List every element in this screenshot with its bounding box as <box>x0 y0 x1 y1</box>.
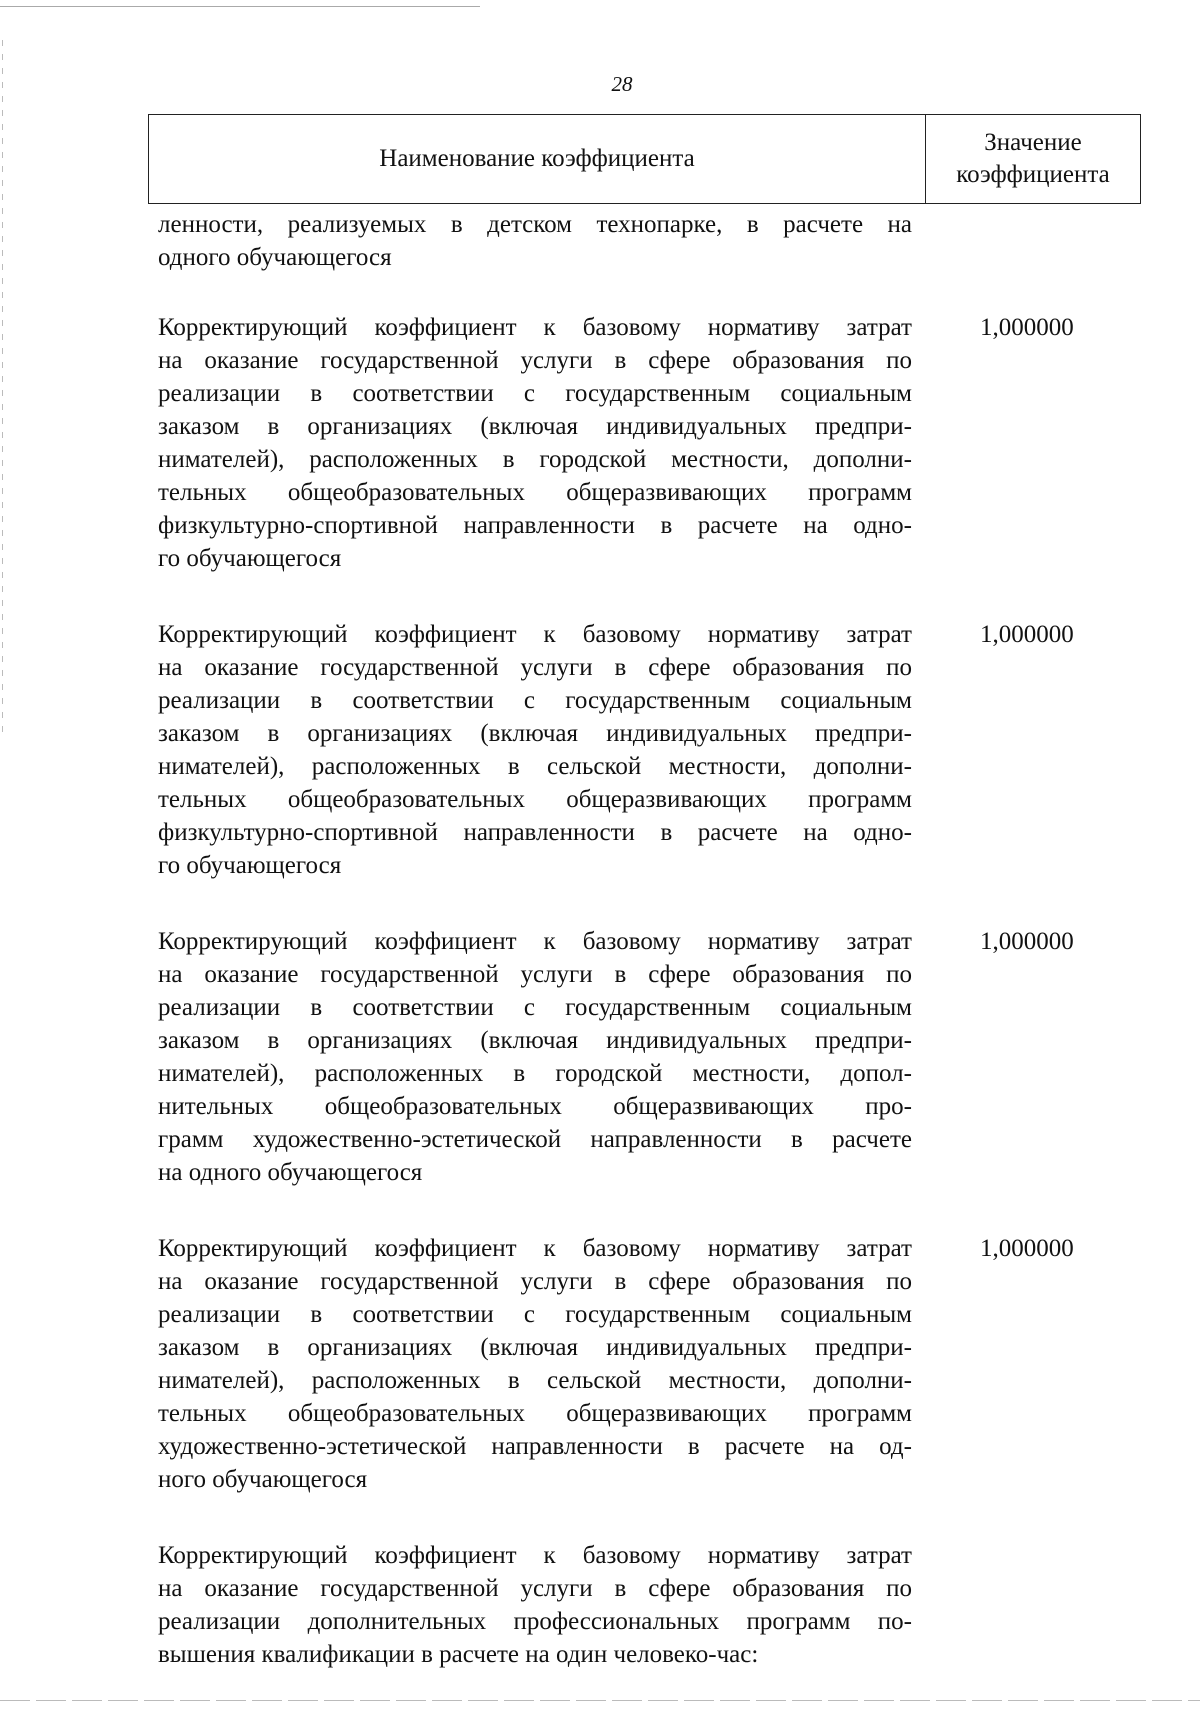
word: общеразвивающих <box>566 1400 767 1427</box>
word: в <box>507 1367 520 1394</box>
word: художественно-эстетической <box>252 1126 562 1153</box>
word: в <box>267 413 280 440</box>
coefficient-value: 1,000000 <box>980 928 1074 955</box>
word: заказом <box>158 413 240 440</box>
word: одно- <box>853 819 912 846</box>
word: оказание <box>204 1268 299 1295</box>
word: технопарке, <box>596 211 723 238</box>
word: соответствии <box>352 994 494 1021</box>
coefficient-entry <box>158 925 1158 1189</box>
text-line <box>158 958 912 991</box>
word: реализуемых <box>287 211 427 238</box>
word: в <box>450 211 463 238</box>
word: базовому <box>582 1542 681 1569</box>
word: услуги <box>520 961 593 988</box>
word: нимателей), <box>158 1060 285 1087</box>
word: услуги <box>520 1575 593 1602</box>
word: образования <box>732 961 865 988</box>
word: реализации <box>158 687 281 714</box>
text-line <box>158 1397 912 1430</box>
word: государственной <box>320 347 499 374</box>
word: предпри- <box>815 1027 912 1054</box>
word: расчете <box>724 1433 805 1460</box>
word: городской <box>555 1060 663 1087</box>
text-line <box>158 1123 912 1156</box>
word: государственной <box>320 1268 499 1295</box>
word: заказом <box>158 1334 240 1361</box>
word: базовому <box>582 1235 681 1262</box>
word: дополни- <box>813 1367 912 1394</box>
word: реализации <box>158 380 281 407</box>
word: по <box>886 1268 912 1295</box>
word: с <box>523 380 536 407</box>
word: физкультурно-спортивной <box>158 512 438 539</box>
word: нормативу <box>707 1235 820 1262</box>
word: направленности <box>590 1126 762 1153</box>
word: услуги <box>520 1268 593 1295</box>
word: с <box>523 994 536 1021</box>
word: на <box>158 654 183 681</box>
word: услуги <box>520 347 593 374</box>
coefficient-value: 1,000000 <box>980 621 1074 648</box>
text-line <box>158 344 912 377</box>
word: общеразвивающих <box>566 479 767 506</box>
word: городской <box>539 446 647 473</box>
word: организациях <box>307 720 453 747</box>
word: государственной <box>320 654 499 681</box>
text-line <box>158 1331 912 1364</box>
text-line <box>158 684 912 717</box>
table-header <box>148 114 1141 204</box>
word: социальным <box>780 687 912 714</box>
word: (включая <box>480 413 579 440</box>
word: социальным <box>780 1301 912 1328</box>
word: общеразвивающих <box>566 786 767 813</box>
word: общеобразовательных <box>287 479 525 506</box>
word: нительных <box>158 1093 274 1120</box>
word: программ <box>808 1400 912 1427</box>
word: в <box>687 1433 700 1460</box>
text-line <box>158 618 912 651</box>
word: государственным <box>565 994 751 1021</box>
text-line <box>158 509 912 542</box>
word: к <box>543 928 556 955</box>
word: нормативу <box>707 928 820 955</box>
word: в <box>614 654 627 681</box>
column-header-name: Наименование коэффициента <box>149 115 926 203</box>
scan-artifact-left <box>2 40 3 740</box>
word: по- <box>877 1608 912 1635</box>
word: грамм <box>158 1126 224 1153</box>
word: по <box>886 347 912 374</box>
word: расположенных <box>311 1367 481 1394</box>
word: расчете <box>697 512 778 539</box>
word: затрат <box>846 314 912 341</box>
word: коэффициент <box>374 928 517 955</box>
text-line <box>158 1057 912 1090</box>
word: оказание <box>204 347 299 374</box>
text-line <box>158 410 912 443</box>
word: на <box>829 1433 855 1460</box>
word: дополнительных <box>307 1608 487 1635</box>
word: индивидуальных <box>606 1027 787 1054</box>
word: базовому <box>582 621 681 648</box>
word: одно- <box>853 512 912 539</box>
text-line: го обучающегося <box>158 852 342 879</box>
word: базовому <box>582 314 681 341</box>
word: предпри- <box>815 1334 912 1361</box>
word: по <box>886 1575 912 1602</box>
word: в <box>310 380 323 407</box>
word: государственным <box>565 687 751 714</box>
word: тельных <box>158 1400 247 1427</box>
word: реализации <box>158 1608 281 1635</box>
word: государственным <box>565 1301 751 1328</box>
word: местности, <box>668 753 787 780</box>
word: государственным <box>565 380 751 407</box>
word: нимателей), <box>158 446 285 473</box>
text-line <box>158 1232 912 1265</box>
word: реализации <box>158 994 281 1021</box>
word: организациях <box>307 1027 453 1054</box>
coefficient-value: 1,000000 <box>980 314 1074 341</box>
word: в <box>310 687 323 714</box>
word: сельской <box>547 753 642 780</box>
page-number: 28 <box>611 72 633 96</box>
word: коэффициент <box>374 1542 517 1569</box>
word: образования <box>732 654 865 681</box>
word: в <box>614 347 627 374</box>
text-line <box>158 816 912 849</box>
text-line <box>158 1539 912 1572</box>
word: тельных <box>158 479 247 506</box>
word: дополни- <box>813 753 912 780</box>
word: на <box>803 512 828 539</box>
word: соответствии <box>352 380 494 407</box>
word: нимателей), <box>158 753 285 780</box>
word: в <box>614 1575 627 1602</box>
coefficient-entry <box>158 1232 1158 1496</box>
text-line <box>158 208 912 241</box>
word: про- <box>865 1093 912 1120</box>
coefficient-entry <box>158 311 1158 575</box>
word: в <box>267 720 280 747</box>
word: Корректирующий <box>158 1542 348 1569</box>
text-line: вышения квалификации в расчете на один человеко-час: <box>158 1641 759 1668</box>
word: государственной <box>320 1575 499 1602</box>
word: оказание <box>204 961 299 988</box>
coefficient-entry <box>158 618 1158 882</box>
word: социальным <box>780 994 912 1021</box>
word: сфере <box>648 1268 711 1295</box>
word: услуги <box>520 654 593 681</box>
word: местности, <box>668 1367 787 1394</box>
text-line <box>158 783 912 816</box>
word: затрат <box>846 928 912 955</box>
text-line <box>158 651 912 684</box>
word: расчете <box>832 1126 912 1153</box>
word: коэффициент <box>374 1235 517 1262</box>
word: индивидуальных <box>606 413 787 440</box>
word: к <box>543 314 556 341</box>
text-line <box>158 476 912 509</box>
word: на <box>158 347 183 374</box>
word: (включая <box>480 720 579 747</box>
text-line <box>158 311 912 344</box>
word: на <box>887 211 912 238</box>
word: индивидуальных <box>606 1334 787 1361</box>
word: в <box>507 753 520 780</box>
word: в <box>502 446 515 473</box>
word: Корректирующий <box>158 314 348 341</box>
continued-paragraph <box>158 208 1158 274</box>
word: организациях <box>307 1334 453 1361</box>
word: заказом <box>158 720 240 747</box>
word: в <box>267 1334 280 1361</box>
word: в <box>513 1060 526 1087</box>
text-line <box>158 1024 912 1057</box>
text-line <box>158 1430 912 1463</box>
text-line: на одного обучающегося <box>158 1159 423 1186</box>
word: на <box>158 1268 183 1295</box>
word: на <box>158 1575 183 1602</box>
word: соответствии <box>352 1301 494 1328</box>
word: направленности <box>463 512 635 539</box>
word: реализации <box>158 1301 281 1328</box>
word: сфере <box>648 347 711 374</box>
word: образования <box>732 1268 865 1295</box>
word: в <box>614 961 627 988</box>
word: допол- <box>840 1060 912 1087</box>
word: программ <box>746 1608 851 1635</box>
text-line <box>158 377 912 410</box>
word: (включая <box>480 1334 579 1361</box>
text-line <box>158 925 912 958</box>
document-body <box>158 208 1158 1714</box>
column-header-value: Значение коэффициента <box>956 128 1110 188</box>
word: общеобразовательных <box>324 1093 562 1120</box>
word: коэффициент <box>374 314 517 341</box>
coefficient-list <box>158 311 1158 1671</box>
word: образования <box>732 347 865 374</box>
coefficient-entry <box>158 1539 1158 1671</box>
word: в <box>746 211 759 238</box>
word: дополни- <box>813 446 912 473</box>
text-line: ного обучающегося <box>158 1466 368 1493</box>
word: к <box>543 1235 556 1262</box>
text-line <box>158 1605 912 1638</box>
word: затрат <box>846 621 912 648</box>
word: общеразвивающих <box>613 1093 814 1120</box>
text-line <box>158 1298 912 1331</box>
word: расположенных <box>311 753 481 780</box>
word: с <box>523 687 536 714</box>
word: нормативу <box>707 1542 820 1569</box>
word: на <box>803 819 828 846</box>
word: предпри- <box>815 720 912 747</box>
word: сфере <box>648 1575 711 1602</box>
word: государственной <box>320 961 499 988</box>
word: программ <box>808 786 912 813</box>
text-line: го обучающегося <box>158 545 342 572</box>
text-line <box>158 1265 912 1298</box>
word: в <box>791 1126 803 1153</box>
word: предпри- <box>815 413 912 440</box>
word: Корректирующий <box>158 621 348 648</box>
word: направленности <box>491 1433 663 1460</box>
word: в <box>310 994 323 1021</box>
word: расположенных <box>314 1060 484 1087</box>
word: по <box>886 654 912 681</box>
word: с <box>523 1301 536 1328</box>
word: (включая <box>480 1027 579 1054</box>
word: Корректирующий <box>158 1235 348 1262</box>
word: к <box>543 1542 556 1569</box>
word: по <box>886 961 912 988</box>
text-line <box>158 717 912 750</box>
word: сфере <box>648 961 711 988</box>
word: оказание <box>204 654 299 681</box>
word: в <box>267 1027 280 1054</box>
word: нормативу <box>707 621 820 648</box>
text-line <box>158 991 912 1024</box>
coefficient-value: 1,000000 <box>980 1235 1074 1262</box>
word: базовому <box>582 928 681 955</box>
text-line <box>158 1572 912 1605</box>
word: соответствии <box>352 687 494 714</box>
word: расположенных <box>309 446 478 473</box>
word: физкультурно-спортивной <box>158 819 438 846</box>
word: сфере <box>648 654 711 681</box>
word: оказание <box>204 1575 299 1602</box>
word: затрат <box>846 1542 912 1569</box>
word: Корректирующий <box>158 928 348 955</box>
text-line: одного обучающегося <box>158 244 392 271</box>
scan-artifact-top <box>0 6 480 7</box>
word: ленности, <box>158 211 264 238</box>
word: на <box>158 961 183 988</box>
word: в <box>614 1268 627 1295</box>
word: программ <box>808 479 912 506</box>
word: местности, <box>692 1060 811 1087</box>
word: социальным <box>780 380 912 407</box>
word: в <box>310 1301 323 1328</box>
word: общеобразовательных <box>287 1400 525 1427</box>
word: в <box>660 512 673 539</box>
word: общеобразовательных <box>287 786 525 813</box>
word: заказом <box>158 1027 240 1054</box>
word: художественно-эстетической <box>158 1433 467 1460</box>
text-line <box>158 750 912 783</box>
word: индивидуальных <box>606 720 787 747</box>
word: расчете <box>783 211 864 238</box>
text-line <box>158 1364 912 1397</box>
word: сельской <box>547 1367 642 1394</box>
word: коэффициент <box>374 621 517 648</box>
word: в <box>660 819 673 846</box>
word: расчете <box>697 819 778 846</box>
word: тельных <box>158 786 247 813</box>
word: направленности <box>463 819 635 846</box>
word: образования <box>732 1575 865 1602</box>
word: нимателей), <box>158 1367 285 1394</box>
word: к <box>543 621 556 648</box>
word: местности, <box>671 446 789 473</box>
word: организациях <box>307 413 453 440</box>
word: детском <box>487 211 573 238</box>
word: нормативу <box>707 314 820 341</box>
word: од- <box>879 1433 912 1460</box>
word: профессиональных <box>513 1608 720 1635</box>
word: затрат <box>846 1235 912 1262</box>
text-line <box>158 1090 912 1123</box>
text-line <box>158 443 912 476</box>
